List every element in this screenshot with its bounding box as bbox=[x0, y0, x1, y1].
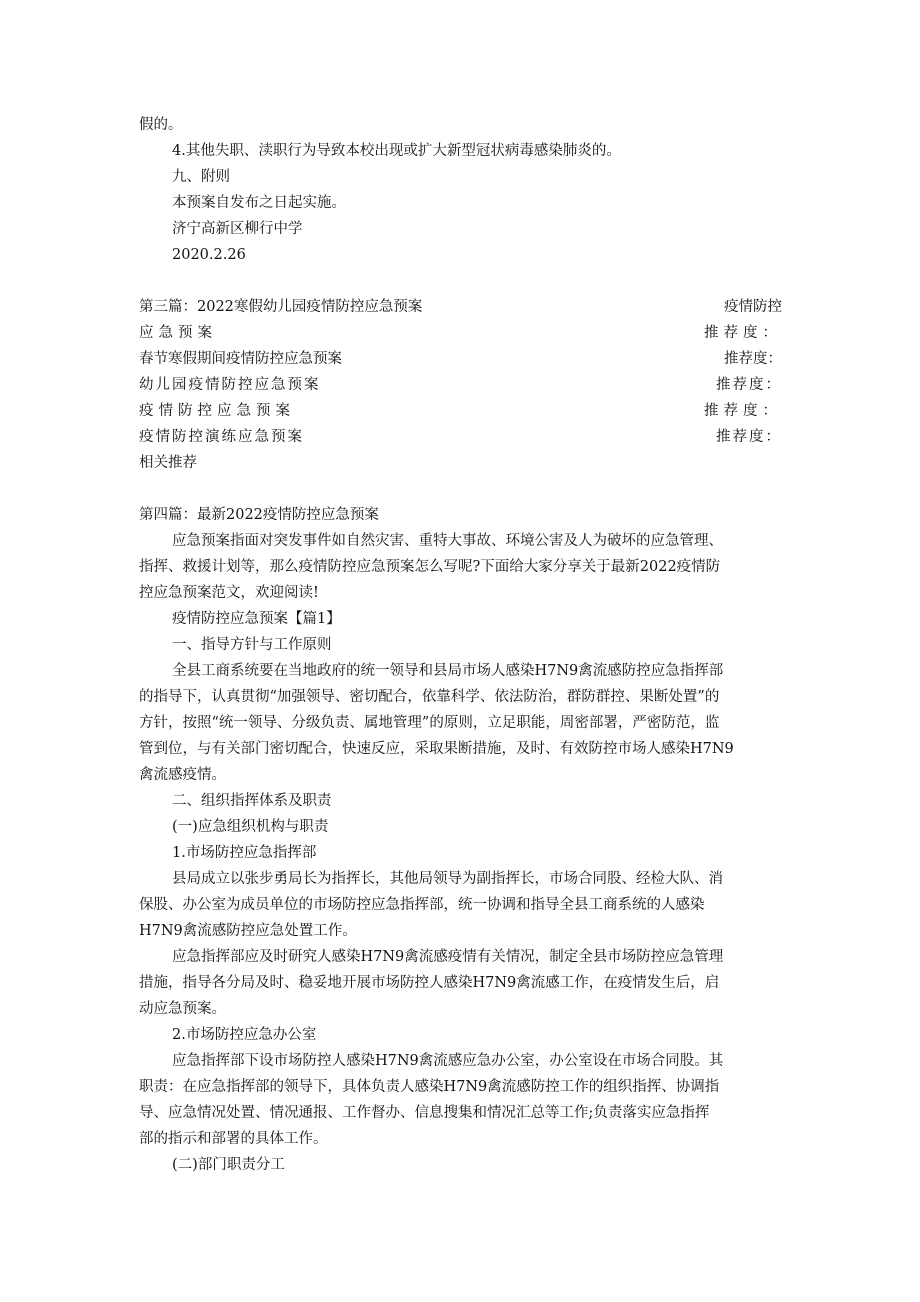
recommend-rating-label: 推荐度： bbox=[716, 429, 782, 445]
section-heading: (一)应急组织机构与职责 bbox=[172, 819, 329, 835]
related-label: 相关推荐 bbox=[139, 455, 197, 471]
section-heading: 九、附则 bbox=[172, 169, 230, 185]
section-heading: 二、组织指挥体系及职责 bbox=[172, 793, 332, 809]
text-line: 职责：在应急指挥部的领导下，具体负责人感染H7N9禽流感防控工作的组织指挥、协调指 bbox=[139, 1079, 720, 1095]
text-line: 动应急预案。 bbox=[139, 1001, 226, 1017]
recommend-row bbox=[139, 426, 782, 448]
text-line: 4.其他失职、渎职行为导致本校出现或扩大新型冠状病毒感染肺炎的。 bbox=[172, 143, 621, 159]
part4-title: 第四篇：最新2022疫情防控应急预案 bbox=[139, 507, 379, 523]
recommend-row bbox=[139, 322, 782, 344]
text-line: 应急指挥部应及时研究人感染H7N9禽流感疫情有关情况，制定全县市场防控应急管理 bbox=[172, 949, 724, 965]
recommend-link[interactable]: 应急预案 bbox=[139, 325, 217, 341]
recommend-link[interactable]: 疫情防控演练应急预案 bbox=[139, 429, 304, 445]
text-line: 的指导下，认真贯彻“加强领导、密切配合，依靠科学、依法防治，群防群控、果断处置”的 bbox=[139, 689, 720, 705]
section-heading: 一、指导方针与工作原则 bbox=[172, 637, 332, 653]
text-line: 禽流感疫情。 bbox=[139, 767, 226, 783]
recommend-row bbox=[139, 348, 782, 370]
text-line: 措施，指导各分局及时、稳妥地开展市场防控人感染H7N9禽流感工作，在疫情发生后，启 bbox=[139, 975, 720, 991]
section-heading: 2.市场防控应急办公室 bbox=[172, 1027, 317, 1043]
recommend-link[interactable]: 幼儿园疫情防控应急预案 bbox=[139, 377, 321, 393]
recommend-rating-label: 推荐度： bbox=[716, 377, 782, 393]
part3-title-row bbox=[139, 296, 782, 318]
signature-org: 济宁高新区柳行中学 bbox=[172, 221, 303, 237]
recommend-link[interactable]: 春节寒假期间疫情防控应急预案 bbox=[139, 351, 342, 367]
recommend-rating-label: 推荐度： bbox=[724, 351, 782, 367]
part3-title-right: 疫情防控 bbox=[724, 299, 782, 315]
part3-title: 第三篇：2022寒假幼儿园疫情防控应急预案 bbox=[139, 299, 423, 315]
text-line: 县局成立以张步勇局长为指挥长，其他局领导为副指挥长，市场合同股、经检大队、消 bbox=[172, 871, 723, 887]
section-heading: 1.市场防控应急指挥部 bbox=[172, 845, 317, 861]
text-line: 本预案自发布之日起实施。 bbox=[172, 195, 346, 211]
section-heading: (二)部门职责分工 bbox=[172, 1157, 285, 1173]
text-line: 控应急预案范文，欢迎阅读! bbox=[139, 585, 319, 601]
signature-date: 2020.2.26 bbox=[172, 247, 246, 263]
recommend-rating-label: 推荐度： bbox=[704, 403, 782, 419]
recommend-row bbox=[139, 374, 782, 396]
recommend-link[interactable]: 疫情防控应急预案 bbox=[139, 403, 295, 419]
text-line: 部的指示和部署的具体工作。 bbox=[139, 1131, 328, 1147]
text-line: 方针，按照“统一领导、分级负责、属地管理”的原则，立足职能，周密部署，严密防范，监 bbox=[139, 715, 720, 731]
text-line: 假的。 bbox=[139, 117, 183, 133]
text-line: H7N9禽流感防控应急处置工作。 bbox=[139, 923, 357, 939]
recommend-row bbox=[139, 400, 782, 422]
text-line: 全县工商系统要在当地政府的统一领导和县局市场人感染H7N9禽流感防控应急指挥部 bbox=[172, 663, 724, 679]
text-line: 导、应急情况处置、情况通报、工作督办、信息搜集和情况汇总等工作;负责落实应急指挥 bbox=[139, 1105, 710, 1121]
text-line: 管到位，与有关部门密切配合，快速反应，采取果断措施，及时、有效防控市场人感染H7N9 bbox=[139, 741, 734, 757]
text-line: 应急预案指面对突发事件如自然灾害、重特大事故、环境公害及人为破坏的应急管理、 bbox=[172, 533, 723, 549]
text-line: 保股、办公室为成员单位的市场防控应急指挥部，统一协调和指导全县工商系统的人感染 bbox=[139, 897, 705, 913]
text-line: 指挥、救援计划等，那么疫情防控应急预案怎么写呢?下面给大家分享关于最新2022疫情防 bbox=[139, 559, 721, 575]
text-line: 应急指挥部下设市场防控人感染H7N9禽流感应急办公室，办公室设在市场合同股。其 bbox=[172, 1053, 724, 1069]
section-heading: 疫情防控应急预案【篇1】 bbox=[172, 611, 341, 627]
recommend-rating-label: 推荐度： bbox=[704, 325, 782, 341]
